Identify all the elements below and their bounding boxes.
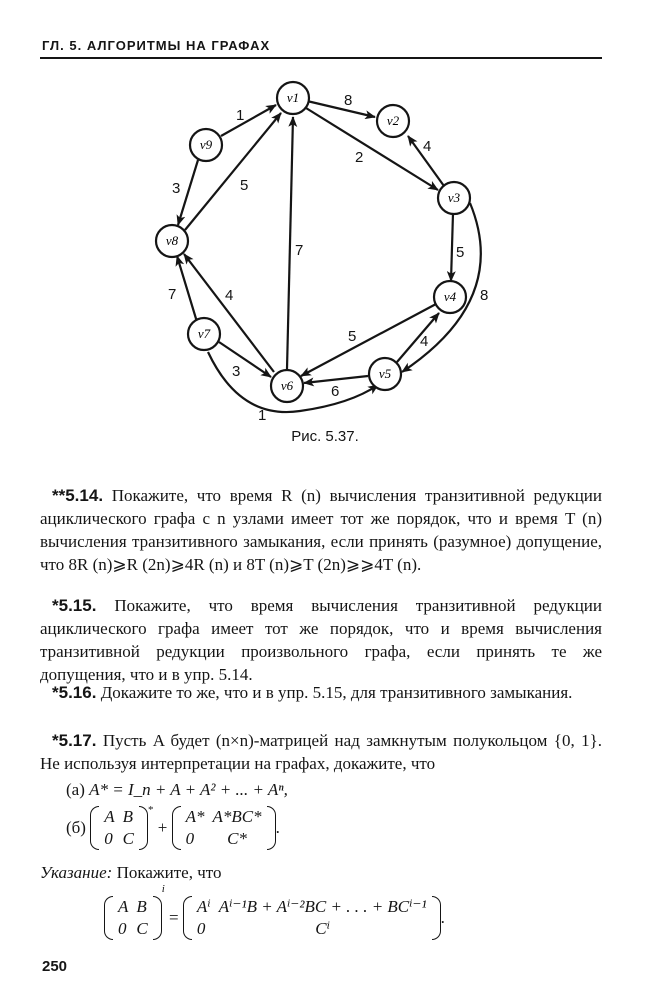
node-v1	[277, 82, 309, 114]
exercise-text: Докажите то же, что и в упр. 5.15, для транзитивного замыкания.	[100, 683, 573, 702]
edge-v6-v1	[287, 117, 293, 369]
edge-v9-v1	[221, 105, 276, 136]
matrix-cell: Cⁱ	[315, 919, 331, 938]
weight-v3-v4: 5	[456, 244, 465, 261]
hint-text: Покажите, что	[116, 863, 222, 882]
matrix-cell: C	[122, 829, 134, 848]
weight-v7-v6: 3	[232, 363, 241, 380]
formula-a-text: A* = I_n + A + A² + ... + Aⁿ,	[89, 780, 288, 799]
exercise-text: Пусть A будет (n×n)-матрицей над замкнутым полукольцом {0, 1}. Не используя интерпретации на графах, докажите, что	[40, 731, 602, 773]
hint-label: Указание:	[40, 863, 113, 882]
weight-v3-v2: 4	[423, 138, 432, 155]
node-v1-label: v1	[286, 90, 300, 105]
weight-v5-v6: 6	[331, 383, 340, 400]
weight-v9-v8: 3	[172, 180, 181, 197]
node-v9-label: v9	[199, 137, 213, 152]
weight-v6-v8: 4	[225, 287, 234, 304]
graph-figure	[0, 0, 650, 440]
matrix-cell: 0	[185, 829, 195, 848]
matrix-right	[172, 806, 276, 850]
matrix-cell: 0	[104, 829, 113, 848]
node-v9	[190, 129, 222, 161]
matrix-cell: B	[122, 807, 134, 826]
hint-line	[40, 862, 221, 884]
matrix-cell: Aⁱ⁻¹B + Aⁱ⁻²BC + . . . + BCⁱ⁻¹	[218, 897, 427, 916]
node-v6-label: v6	[280, 378, 294, 393]
weight-v8-v1: 5	[240, 177, 249, 194]
node-v6	[271, 370, 303, 402]
hint-matrix-left	[104, 896, 162, 940]
figure-caption: Рис. 5.37.	[291, 428, 359, 445]
weight-v1-v2: 8	[344, 92, 353, 109]
formula-b: (б) A B 0 C * + A* A*BC* 0 C* .	[66, 804, 280, 848]
matrix-cell: B	[136, 897, 147, 916]
node-v2	[377, 105, 409, 137]
weight-v7-v5: 1	[258, 407, 267, 424]
weight-v7-v8: 7	[168, 286, 177, 303]
edge-v9-v8	[178, 160, 198, 225]
exercise-text: Покажите, что время вычисления транзитивной редукции ациклического графа имеет тот же порядок, что и время вычисления транзитивной редукции произвольного графа, если принять те же допущения, что и в упр. 5.14.	[40, 596, 602, 684]
matrix-cell: C*	[227, 829, 247, 848]
node-v8	[156, 225, 188, 257]
edge-v6-v8	[184, 254, 274, 372]
exercise-number: *5.16.	[52, 683, 97, 702]
matrix-cell: A	[118, 897, 129, 916]
weight-v3-v5: 8	[480, 287, 489, 304]
matrix-cell: A*	[185, 807, 205, 826]
exercise-text: Покажите, что время R (n) вычисления транзитивной редукции ациклического графа с n узлами имеет тот же порядок, что и время T (n) вычисления транзитивного замыкания, если принять (разумное) допущение, что 8R (n)⩾R (2n)⩾4R (n) и 8T (n)⩾T (2n)⩾⩾4T (n).	[40, 486, 602, 574]
matrix-cell: 0	[196, 919, 206, 938]
formula-b-label: (б)	[66, 818, 86, 837]
edge-v3-v4	[451, 213, 453, 281]
weight-v1-v3: 2	[355, 149, 364, 166]
page-number: 250	[42, 958, 68, 975]
node-v5-label: v5	[378, 366, 392, 381]
graph-nodes	[156, 82, 470, 402]
weight-v5-v4: 4	[420, 333, 429, 350]
hint-formula: A B 0 C $^i$ = Aⁱ Aⁱ⁻¹B + Aⁱ⁻²BC + . . . + BCⁱ⁻¹ 0 Cⁱ .	[104, 896, 445, 940]
node-v7-label: v7	[197, 326, 211, 341]
node-v4	[434, 281, 466, 313]
matrix-left	[90, 806, 148, 850]
node-v2-label: v2	[386, 113, 400, 128]
hint-matrix-right	[183, 896, 441, 940]
edge-v5-v6	[304, 376, 368, 383]
matrix-cell: Aⁱ	[196, 897, 211, 916]
weight-v6-v1: 7	[295, 242, 304, 259]
exercise-number: *5.17.	[52, 731, 97, 750]
matrix-cell: A*BC*	[212, 807, 262, 826]
exercise-number: **5.14.	[52, 486, 104, 505]
node-v7	[188, 318, 220, 350]
matrix-cell: C	[136, 919, 148, 938]
weight-v9-v1: 1	[236, 107, 245, 124]
node-v4-label: v4	[443, 289, 457, 304]
matrix-cell: 0	[118, 919, 127, 938]
matrix-cell: A	[104, 807, 115, 826]
node-v3-label: v3	[447, 190, 461, 205]
exercise-5-15	[40, 594, 602, 686]
hint-exponent: i	[161, 883, 165, 895]
exercise-5-14	[40, 484, 602, 576]
node-v3	[438, 182, 470, 214]
node-v8-label: v8	[165, 233, 179, 248]
exercise-5-16	[40, 681, 602, 704]
formula-a	[66, 779, 288, 801]
weight-v4-v6: 5	[348, 328, 357, 345]
formula-a-label: (а)	[66, 780, 85, 799]
node-v5	[369, 358, 401, 390]
exercise-5-17	[40, 729, 602, 775]
exercise-number: *5.15.	[52, 596, 97, 615]
running-head: ГЛ. 5. АЛГОРИТМЫ НА ГРАФАХ	[42, 38, 271, 53]
